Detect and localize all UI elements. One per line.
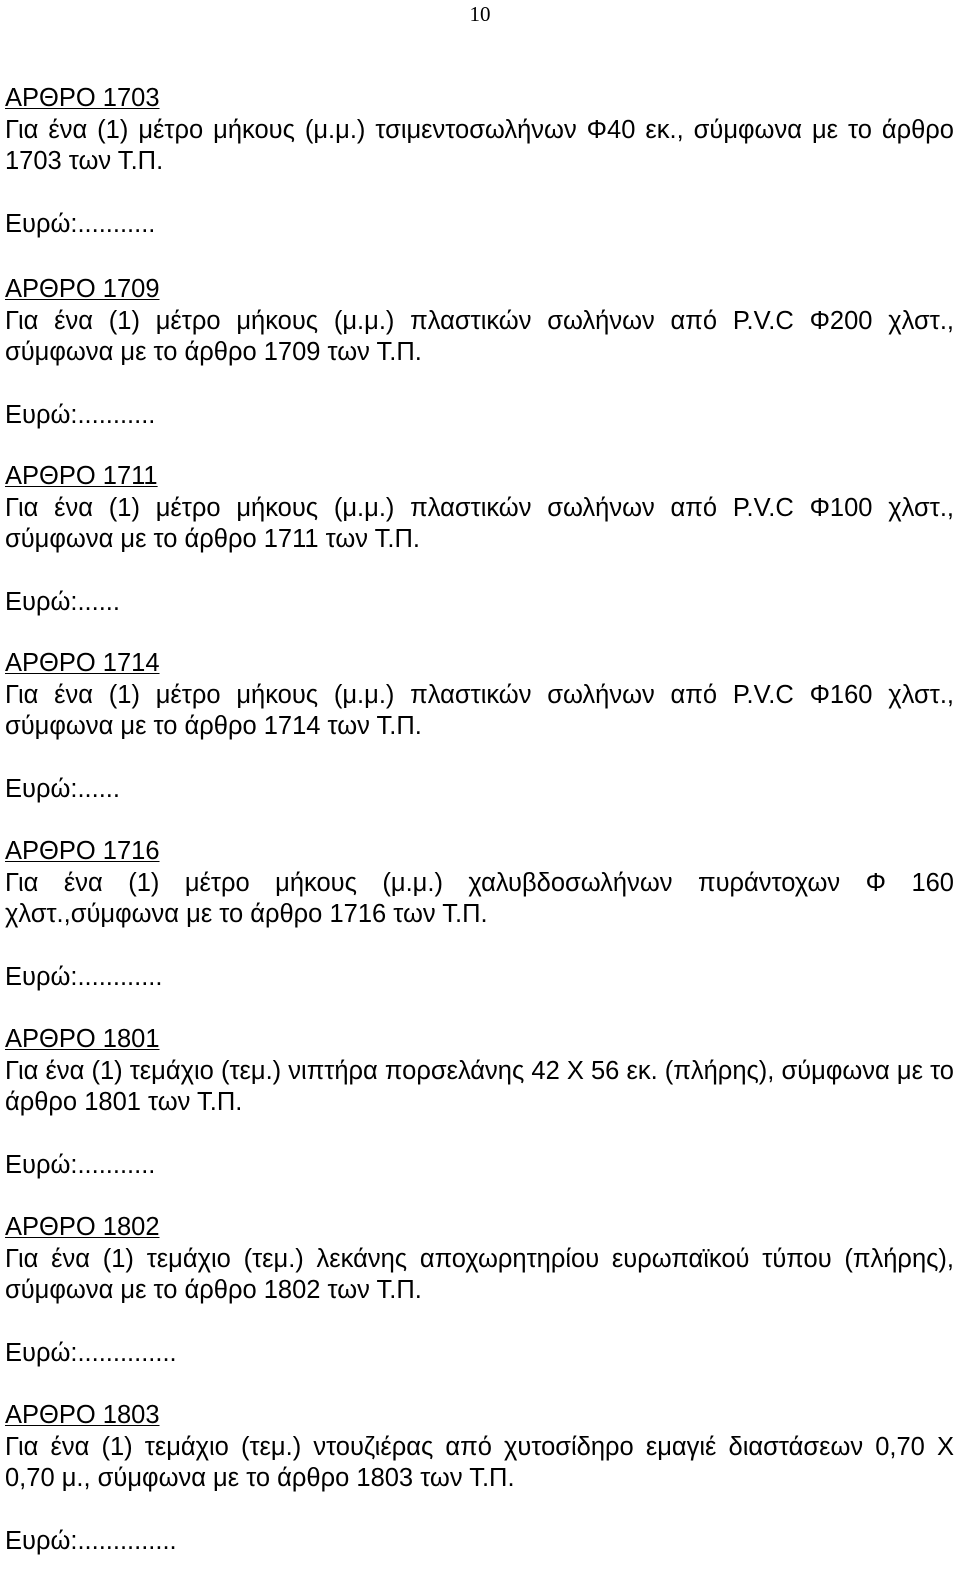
- article-description: Για ένα (1) μέτρο μήκους (μ.μ.) πλαστικών σωλήνων από P.V.C Φ200 χλστ., σύμφωνα με το άρθρο 1709 των Τ.Π.: [5, 306, 954, 366]
- article-description: Για ένα (1) μέτρο μήκους (μ.μ.) πλαστικών σωλήνων από P.V.C Φ100 χλστ., σύμφωνα με το άρθρο 1711 των Τ.Π.: [5, 493, 954, 553]
- article-heading: ΑΡΘΡΟ 1801: [5, 1025, 160, 1053]
- document-body: [5, 83, 954, 1557]
- price-line: Ευρώ:...........: [5, 1150, 156, 1179]
- article-1709: [5, 274, 954, 431]
- article-1711: [5, 461, 954, 618]
- article-heading: ΑΡΘΡΟ 1716: [5, 837, 160, 865]
- article-1716: [5, 836, 954, 993]
- price-line: Ευρώ:......: [5, 587, 120, 616]
- article-heading: ΑΡΘΡΟ 1802: [5, 1213, 160, 1241]
- price-line: Ευρώ:............: [5, 962, 163, 991]
- article-description: Για ένα (1) τεμάχιο (τεμ.) λεκάνης αποχωρητηρίου ευρωπαϊκού τύπου (πλήρης), σύμφωνα με το άρθρο 1802 των Τ.Π.: [5, 1244, 954, 1304]
- price-line: Ευρώ:..............: [5, 1338, 177, 1367]
- article-1802: [5, 1212, 954, 1369]
- price-line: Ευρώ:......: [5, 774, 120, 803]
- article-heading: ΑΡΘΡΟ 1709: [5, 275, 160, 303]
- article-description: Για ένα (1) τεμάχιο (τεμ.) ντουζιέρας από χυτοσίδηρο εμαγιέ διαστάσεων 0,70 Χ 0,70 μ., σύμφωνα με το άρθρο 1803 των Τ.Π.: [5, 1432, 954, 1492]
- page-number: 10: [469, 2, 491, 26]
- article-1703: [5, 83, 954, 240]
- article-heading: ΑΡΘΡΟ 1714: [5, 649, 160, 677]
- article-description: Για ένα (1) μέτρο μήκους (μ.μ.) πλαστικών σωλήνων από P.V.C Φ160 χλστ., σύμφωνα με το άρθρο 1714 των Τ.Π.: [5, 680, 954, 740]
- article-heading: ΑΡΘΡΟ 1711: [5, 462, 158, 490]
- article-1803: [5, 1400, 954, 1557]
- price-line: Ευρώ:...........: [5, 400, 156, 429]
- article-heading: ΑΡΘΡΟ 1803: [5, 1401, 160, 1429]
- article-description: Για ένα (1) μέτρο μήκους (μ.μ.) χαλυβδοσωλήνων πυράντοχων Φ 160 χλστ.,σύμφωνα με το άρθρο 1716 των Τ.Π.: [5, 868, 954, 928]
- article-1801: [5, 1024, 954, 1181]
- price-line: Ευρώ:...........: [5, 209, 156, 238]
- article-description: Για ένα (1) τεμάχιο (τεμ.) νιπτήρα πορσελάνης 42 Χ 56 εκ. (πλήρης), σύμφωνα με το άρθρο 1801 των Τ.Π.: [5, 1056, 954, 1116]
- article-1714: [5, 648, 954, 805]
- article-heading: ΑΡΘΡΟ 1703: [5, 84, 160, 112]
- article-description: Για ένα (1) μέτρο μήκους (μ.μ.) τσιμεντοσωλήνων Φ40 εκ., σύμφωνα με το άρθρο 1703 των Τ.Π.: [5, 115, 954, 175]
- price-line: Ευρώ:..............: [5, 1526, 177, 1555]
